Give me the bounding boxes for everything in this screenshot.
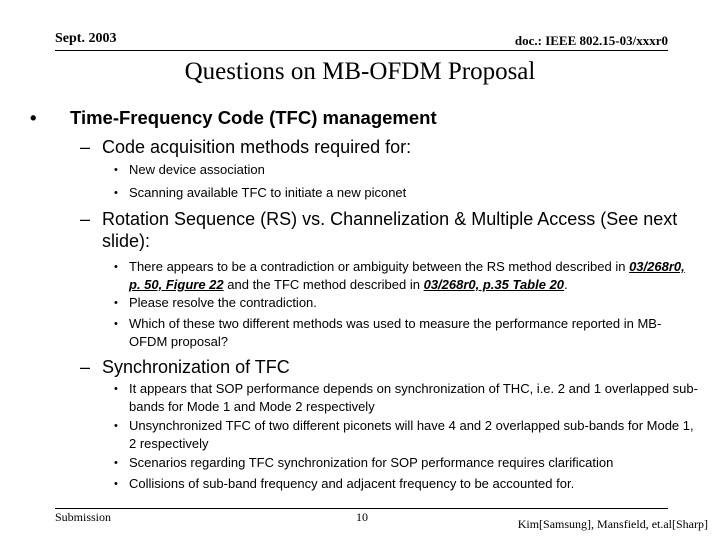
bullet-dot: • bbox=[114, 318, 118, 330]
section-heading-rotation-sequence bbox=[80, 208, 692, 252]
list-item bbox=[114, 294, 699, 312]
list-item-text bbox=[129, 258, 699, 294]
main-bullet-text: Time-Frequency Code (TFC) management bbox=[70, 107, 437, 128]
list-item bbox=[114, 161, 699, 179]
list-item-text: Which of these two different methods was used to measure the performance reported in MB-OFDM proposal? bbox=[129, 316, 662, 349]
header-date: Sept. 2003 bbox=[55, 31, 117, 46]
item-text-post: . bbox=[564, 277, 568, 292]
section-heading-code-acquisition bbox=[80, 136, 692, 158]
item-text-pre: There appears to be a contradiction or ambiguity between the RS method described in bbox=[129, 259, 630, 274]
dash-marker: – bbox=[80, 209, 91, 229]
section-heading-synchronization bbox=[80, 356, 692, 378]
bullet-dot: • bbox=[114, 478, 118, 490]
bullet-dot: • bbox=[114, 420, 118, 432]
header-doc-id: doc.: IEEE 802.15-03/xxxr0 bbox=[514, 33, 668, 48]
section-heading-text: Rotation Sequence (RS) vs. Channelization & Multiple Access (See next slide): bbox=[102, 209, 678, 251]
list-item bbox=[114, 380, 699, 416]
list-item bbox=[114, 315, 699, 351]
dash-marker: – bbox=[80, 137, 91, 157]
list-item-text: Unsynchronized TFC of two different piconets will have 4 and 2 overlapped sub-bands for Mode 1, 2 respectively bbox=[129, 418, 694, 451]
footer-submission: Submission bbox=[55, 510, 112, 524]
list-item-text: It appears that SOP performance depends on synchronization of THC, i.e. 2 and 1 overlapped sub-bands for Mode 1 and Mode 2 respectively bbox=[129, 381, 698, 414]
list-item bbox=[114, 417, 699, 453]
section-heading-text: Synchronization of TFC bbox=[102, 357, 290, 377]
item-text-mid: and the TFC method described in bbox=[223, 277, 424, 292]
list-item bbox=[114, 475, 699, 493]
list-item bbox=[114, 258, 699, 294]
list-item-text: Collisions of sub-band frequency and adjacent frequency to be accounted for. bbox=[129, 476, 575, 491]
bullet-dot: • bbox=[114, 457, 118, 469]
list-item bbox=[114, 184, 699, 202]
section-heading-text: Code acquisition methods required for: bbox=[102, 137, 412, 157]
footer-authors: Kim[Samsung], Mansfield, et.al[Sharp] bbox=[517, 517, 708, 531]
slide-title: Questions on MB-OFDM Proposal bbox=[184, 58, 536, 85]
bullet-dot: • bbox=[30, 107, 37, 128]
bullet-dot: • bbox=[114, 187, 118, 199]
page-number: 10 bbox=[356, 510, 368, 524]
list-item-text: New device association bbox=[129, 162, 265, 177]
bullet-dot: • bbox=[114, 383, 118, 395]
dash-marker: – bbox=[80, 357, 91, 377]
list-item-text: Scanning available TFC to initiate a new piconet bbox=[129, 185, 407, 200]
list-item-text: Scenarios regarding TFC synchronization for SOP performance requires clarification bbox=[129, 455, 614, 470]
list-item bbox=[114, 454, 699, 472]
footer-divider bbox=[55, 508, 668, 509]
header-divider bbox=[55, 50, 668, 51]
reference-link-figure-22: 03/268r0, p. 50, Figure 22 bbox=[129, 259, 685, 292]
bullet-dot: • bbox=[114, 297, 118, 309]
bullet-dot: • bbox=[114, 261, 118, 273]
list-item-text: Please resolve the contradiction. bbox=[129, 295, 317, 310]
reference-link-table-20: 03/268r0, p.35 Table 20 bbox=[423, 277, 565, 292]
bullet-dot: • bbox=[114, 164, 118, 176]
